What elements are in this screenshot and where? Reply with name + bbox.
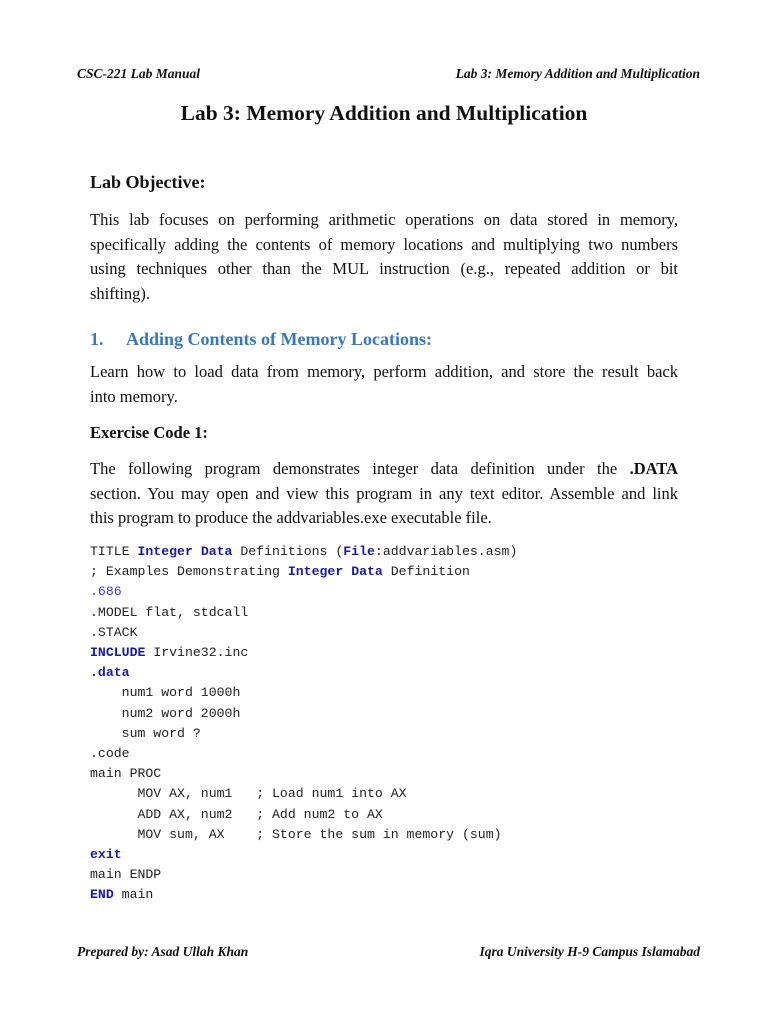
code-line: main PROC (90, 766, 162, 782)
header-course: CSC-221 Lab Manual (77, 66, 201, 81)
line-text: The following program demonstrates integer data definition under the (90, 459, 618, 478)
data-keyword: .DATA (629, 459, 678, 478)
paragraph-line: into memory. (90, 386, 178, 406)
exercise-paragraph (90, 457, 678, 531)
paragraph-line: using techniques other than the MUL instruction (e.g., repeated addition or bit (90, 259, 678, 278)
exercise-heading: Exercise Code 1: (90, 423, 208, 442)
code-line: .686 (90, 584, 122, 600)
code-line: .data (90, 665, 130, 681)
code-block (90, 542, 517, 906)
code-line: .STACK (90, 624, 138, 640)
code-line: num2 word 2000h (90, 705, 241, 721)
footer-author: Prepared by: Asad Ullah Khan (77, 944, 249, 959)
code-line: MOV AX, num1 ; Load num1 into AX (90, 786, 407, 802)
objective-heading: Lab Objective: (90, 172, 206, 192)
code-line: .MODEL flat, stdcall (90, 604, 249, 620)
code-line: main ENDP (90, 867, 162, 883)
section-number: 1. (90, 329, 104, 349)
section-heading (90, 329, 432, 350)
paragraph-line: shifting). (90, 283, 151, 303)
code-line: exit (90, 847, 122, 863)
paragraph-line: Learn how to load data from memory, perform addition, and store the result back (90, 362, 678, 381)
code-line: ; Examples Demonstrating Integer Data Definition (90, 564, 470, 580)
paragraph-line: specifically adding the contents of memory locations and multiplying two numbers (90, 234, 678, 254)
footer-institution: Iqra University H-9 Campus Islamabad (479, 944, 700, 959)
code-line: ADD AX, num2 ; Add num2 to AX (90, 806, 383, 822)
objective-paragraph (90, 208, 678, 306)
code-line: TITLE Integer Data Definitions (File:addvariables.asm) (90, 544, 518, 559)
section-title: Adding Contents of Memory Locations: (126, 329, 432, 349)
paragraph-line (90, 457, 678, 482)
paragraph-line: this program to produce the addvariables.exe executable file. (90, 508, 492, 527)
paragraph-line: section. You may open and view this program in any text editor. Assemble and link (90, 483, 678, 503)
header-lab-title: Lab 3: Memory Addition and Multiplication (455, 66, 700, 81)
code-line: MOV sum, AX ; Store the sum in memory (sum) (90, 826, 502, 842)
page-title: Lab 3: Memory Addition and Multiplication (180, 101, 588, 125)
code-line: num1 word 1000h (90, 685, 241, 701)
code-line: INCLUDE Irvine32.inc (90, 645, 249, 661)
paragraph-line: This lab focuses on performing arithmetic operations on data stored in memory, (90, 210, 678, 229)
code-line: sum word ? (90, 725, 201, 741)
code-line: .code (90, 746, 130, 762)
code-line: END main (90, 887, 154, 903)
section-paragraph (90, 360, 678, 409)
